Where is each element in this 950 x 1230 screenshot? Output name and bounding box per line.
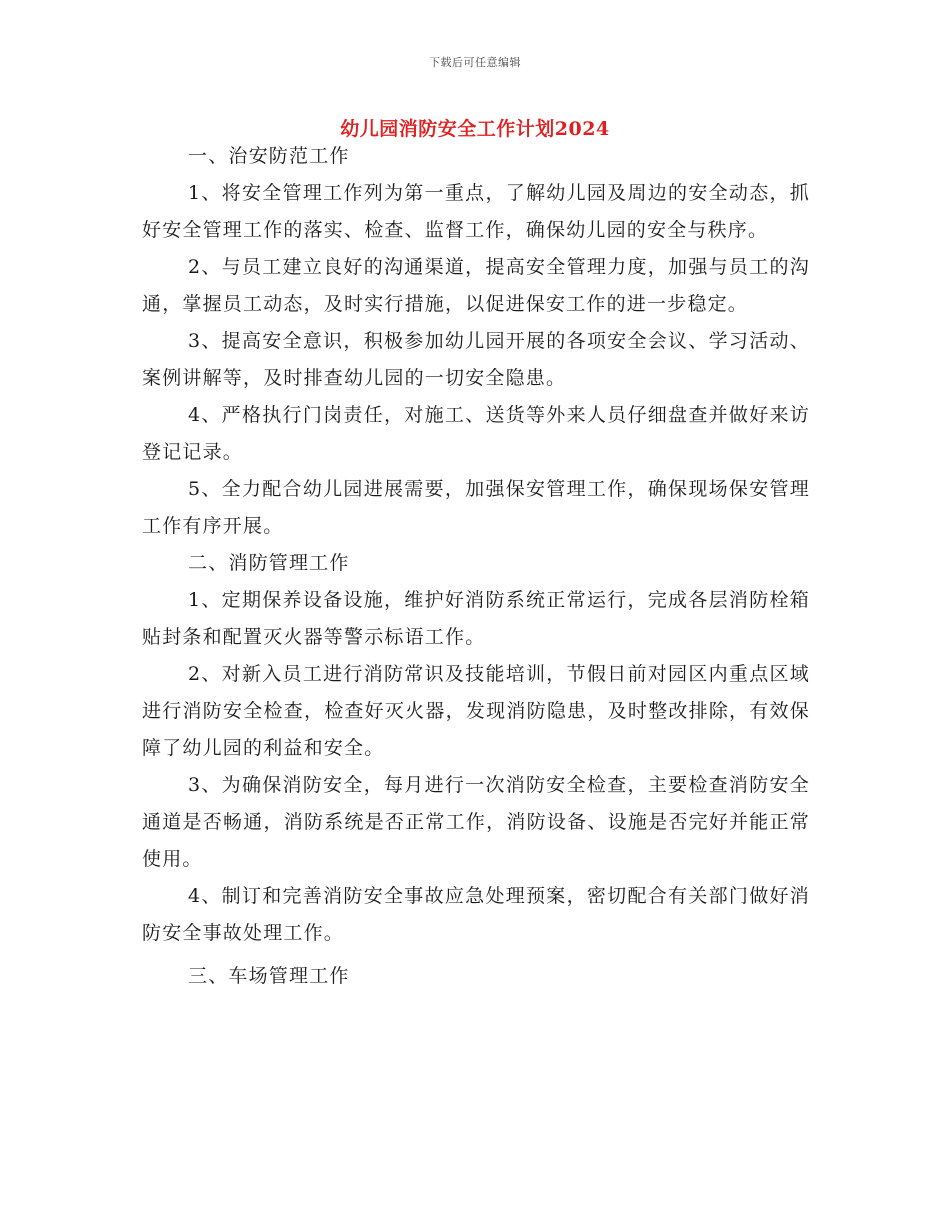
- paragraph: 2、对新入员工进行消防常识及技能培训，节假日前对园区内重点区域进行消防安全检查，检查好灭火器，发现消防隐患，及时整改排除，有效保障了幼儿园的利益和安全。: [142, 663, 810, 759]
- section-heading-1: 一、治安防范工作: [188, 145, 350, 167]
- paragraph: 1、定期保养设备设施，维护好消防系统正常运行，完成各层消防栓箱贴封条和配置灭火器等警示标语工作。: [142, 589, 810, 648]
- paragraph: 4、严格执行门岗责任，对施工、送货等外来人员仔细盘查并做好来访登记记录。: [142, 404, 810, 463]
- paragraph: 1、将安全管理工作列为第一重点，了解幼儿园及周边的安全动态，抓好安全管理工作的落实、检查、监督工作，确保幼儿园的安全与秩序。: [142, 182, 810, 241]
- paragraph: 2、与员工建立良好的沟通渠道，提高安全管理力度，加强与员工的沟通，掌握员工动态，及时实行措施，以促进保安工作的进一步稳定。: [142, 256, 810, 315]
- section-heading-2: 二、消防管理工作: [188, 552, 350, 574]
- paragraph: 5、全力配合幼儿园进展需要，加强保安管理工作，确保现场保安管理工作有序开展。: [142, 478, 810, 537]
- header-note: 下载后可任意编辑: [429, 56, 521, 69]
- paragraph: 3、提高安全意识，积极参加幼儿园开展的各项安全会议、学习活动、案例讲解等，及时排查幼儿园的一切安全隐患。: [142, 330, 810, 389]
- document-title: 幼儿园消防安全工作计划2024: [340, 118, 610, 140]
- document-body: [142, 138, 810, 995]
- section-heading-3: 三、车场管理工作: [188, 965, 350, 987]
- paragraph: 3、为确保消防安全，每月进行一次消防安全检查，主要检查消防安全通道是否畅通，消防系统是否正常工作，消防设备、设施是否完好并能正常使用。: [142, 774, 810, 870]
- paragraph: 4、制订和完善消防安全事故应急处理预案，密切配合有关部门做好消防安全事故处理工作。: [142, 885, 810, 944]
